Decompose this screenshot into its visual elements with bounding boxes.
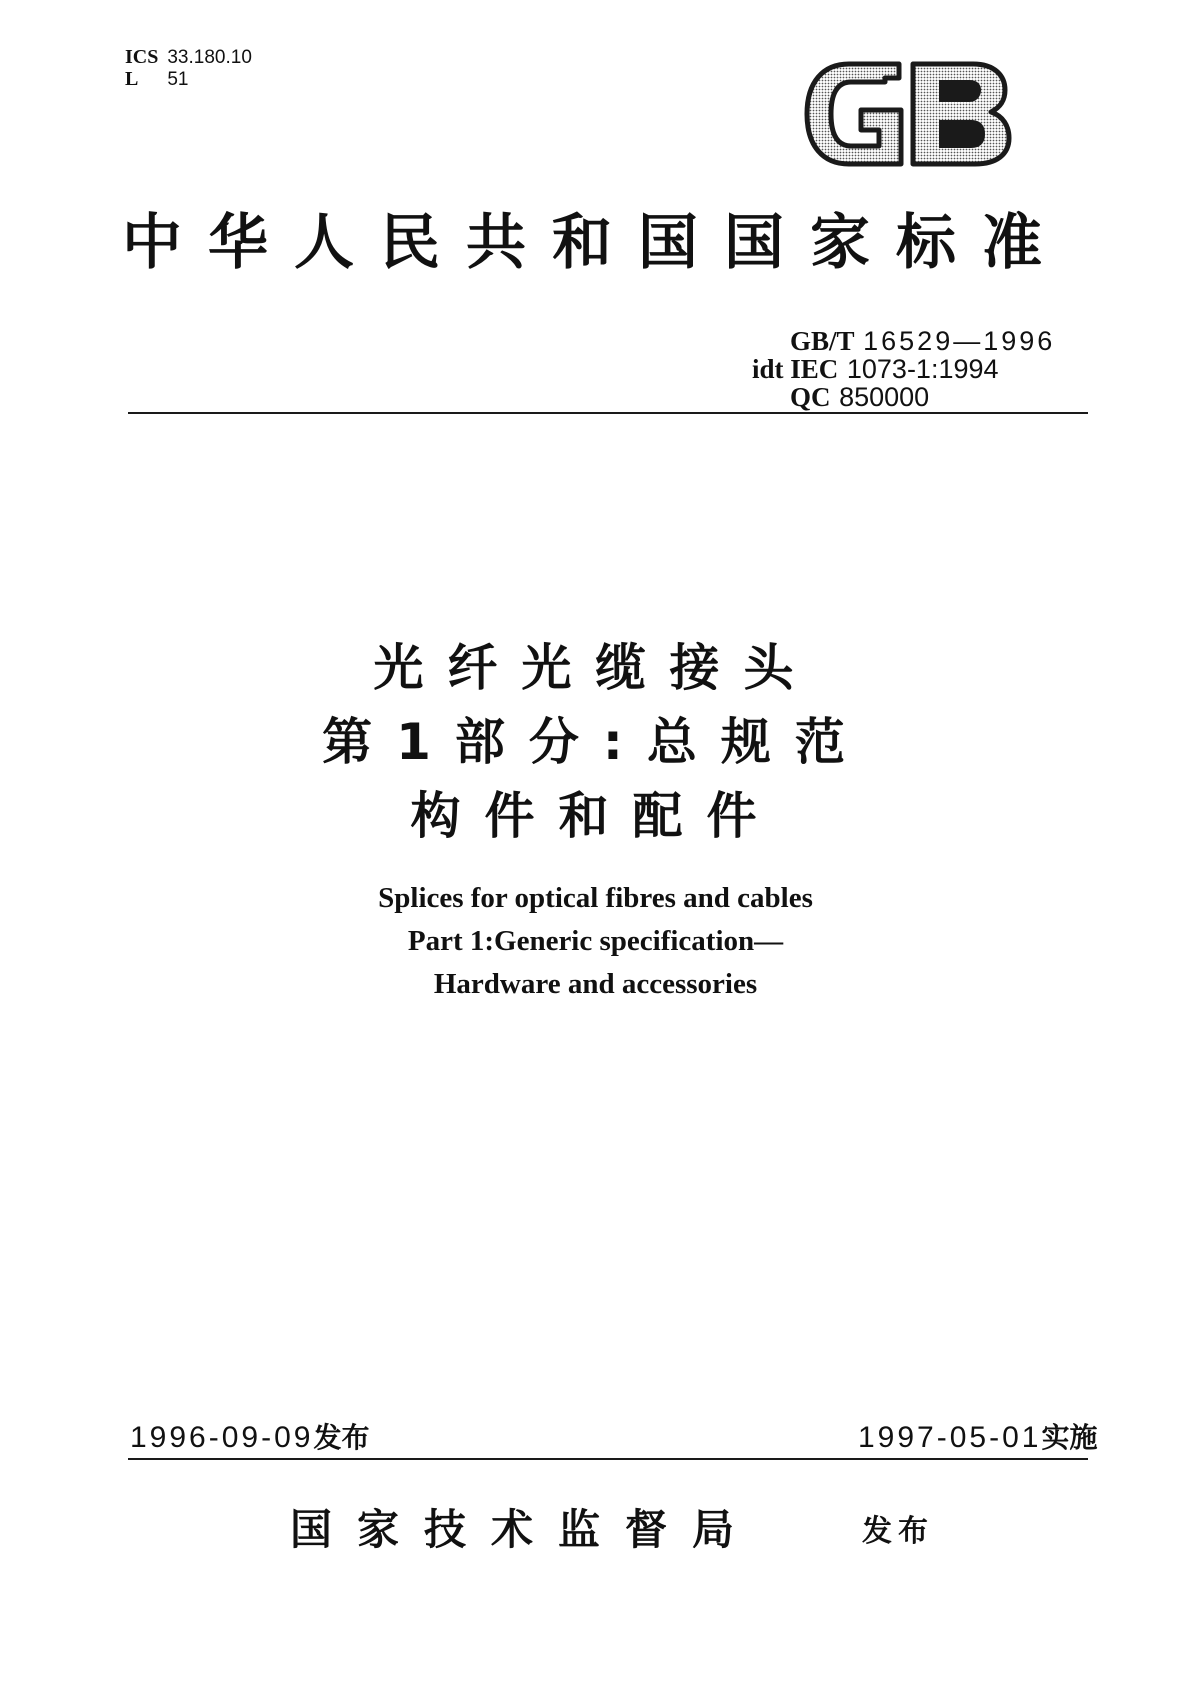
en-title-line-3: Hardware and accessories (433, 968, 758, 1000)
national-standard-title: 中华人民共和国国家标准 (122, 208, 1068, 278)
gb-logo (803, 58, 1013, 170)
ics-value: 33.180.10 (167, 47, 252, 68)
issue-date (130, 1420, 369, 1456)
header-divider (128, 412, 1088, 414)
cn-title-line-3: 构件和配件 (410, 787, 781, 845)
footer-divider (128, 1458, 1088, 1460)
issue-date-suffix: 发布 (313, 1421, 370, 1454)
effective-date (858, 1420, 1097, 1456)
gbt-number (790, 326, 1055, 357)
l-classification (125, 66, 189, 92)
effective-date-value: 1997-05-01 (858, 1421, 1042, 1454)
qc-number (790, 382, 929, 413)
ics-label: ICS (125, 46, 159, 68)
cn-title-line-2: 第1部分:总规范 (322, 713, 869, 771)
issue-date-value: 1996-09-09 (130, 1421, 314, 1454)
iec-number (752, 354, 999, 385)
iec-value: 1073-1:1994 (846, 354, 999, 384)
gbt-value: 16529—1996 (863, 326, 1056, 356)
en-title-line-1: Splices for optical fibres and cables (378, 882, 813, 914)
cn-title-line-1: 光纤光缆接头 (373, 639, 818, 697)
issuing-action: 发布 (862, 1514, 934, 1549)
en-title-line-2: Part 1:Generic specification— (407, 925, 784, 957)
qc-value: 850000 (839, 382, 930, 412)
qc-label: QC (790, 382, 831, 412)
issuing-authority: 国家技术监督局 (290, 1505, 760, 1554)
gbt-label: GB/T (790, 326, 855, 356)
l-value: 51 (167, 69, 189, 90)
l-label: L (125, 68, 139, 90)
iec-label: idt IEC (752, 354, 839, 384)
effective-date-suffix: 实施 (1041, 1421, 1098, 1454)
